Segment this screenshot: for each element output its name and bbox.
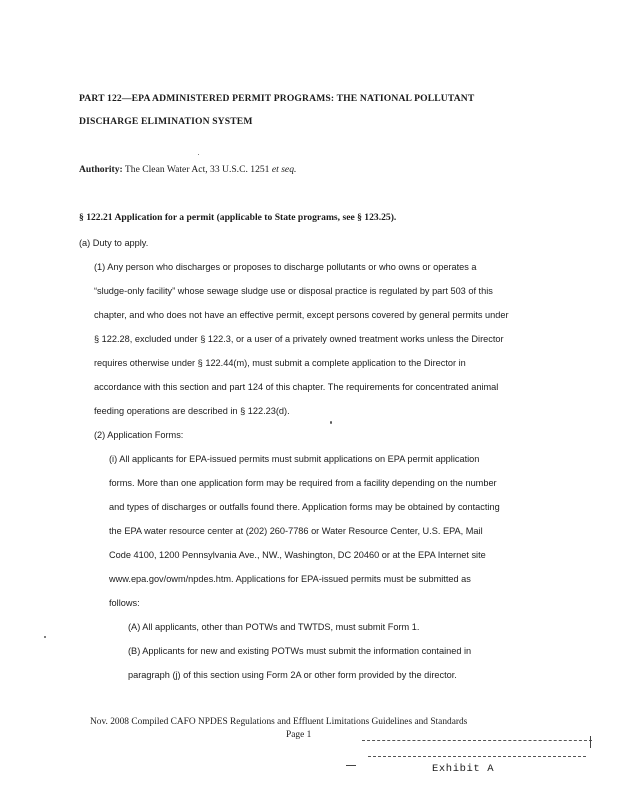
authority-et-seq: et seq. (271, 164, 297, 175)
authority-line (79, 164, 296, 176)
scan-speck (44, 636, 46, 638)
exhibit-label: Exhibit A (432, 763, 495, 775)
paragraph-i-line: www.epa.gov/owm/npdes.htm. Applications for EPA-issued permits must be submitted as (109, 574, 471, 584)
footer-page-number: Page 1 (286, 730, 312, 740)
paragraph-1-line: feeding operations are described in § 122.23(d). (94, 406, 290, 416)
scan-mark (590, 736, 591, 748)
paragraph-i-line: forms. More than one application form may be required from a facility depending on the number (109, 478, 497, 488)
paragraph-i-line: (i) All applicants for EPA-issued permits must submit applications on EPA permit application (109, 454, 480, 464)
part-title-line-1: PART 122—EPA ADMINISTERED PERMIT PROGRAMS: THE NATIONAL POLLUTANT (79, 93, 475, 104)
authority-text: The Clean Water Act, 33 U.S.C. 1251 (122, 164, 272, 175)
paragraph-1-line: “sludge-only facility” whose sewage sludge use or disposal practice is regulated by part 503 of this (94, 286, 493, 296)
paragraph-A: (A) All applicants, other than POTWs and TWTDS, must submit Form 1. (128, 622, 420, 632)
paragraph-1-line: requires otherwise under § 122.44(m), must submit a complete application to the Director in (94, 358, 466, 368)
paragraph-i-line: and types of discharges or outfalls found there. Application forms may be obtained by contacting (109, 502, 500, 512)
paragraph-1-line: accordance with this section and part 124 of this chapter. The requirements for concentrated animal (94, 382, 499, 392)
paragraph-i-line: follows: (109, 598, 140, 608)
section-heading: § 122.21 Application for a permit (applicable to State programs, see § 123.25). (79, 212, 397, 223)
paragraph-1-line: (1) Any person who discharges or proposes to discharge pollutants or who owns or operates a (94, 262, 477, 272)
scan-speck (198, 154, 199, 155)
signature-line-lower (368, 756, 586, 757)
footer-compilation-note: Nov. 2008 Compiled CAFO NPDES Regulations and Effluent Limitations Guidelines and Standards (90, 717, 468, 727)
paragraph-1-line: chapter, and who does not have an effective permit, except persons covered by general permits under (94, 310, 509, 320)
paragraph-1-line: § 122.28, excluded under § 122.3, or a user of a privately owned treatment works unless the Director (94, 334, 504, 344)
paragraph-B-line: (B) Applicants for new and existing POTWs must submit the information contained in (128, 646, 472, 656)
scan-speck (330, 421, 332, 424)
dash-mark (346, 765, 356, 766)
paragraph-B-line: paragraph (j) of this section using Form 2A or other form provided by the director. (128, 670, 457, 680)
part-title-line-2: DISCHARGE ELIMINATION SYSTEM (79, 116, 253, 127)
paragraph-i-line: the EPA water resource center at (202) 260-7786 or Water Resource Center, U.S. EPA, Mail (109, 526, 483, 536)
paragraph-a: (a) Duty to apply. (79, 238, 149, 248)
authority-label: Authority: (79, 164, 123, 175)
paragraph-i-line: Code 4100, 1200 Pennsylvania Ave., NW., Washington, DC 20460 or at the EPA Internet site (109, 550, 486, 560)
signature-line-upper (362, 740, 592, 741)
paragraph-2: (2) Application Forms: (94, 430, 184, 440)
